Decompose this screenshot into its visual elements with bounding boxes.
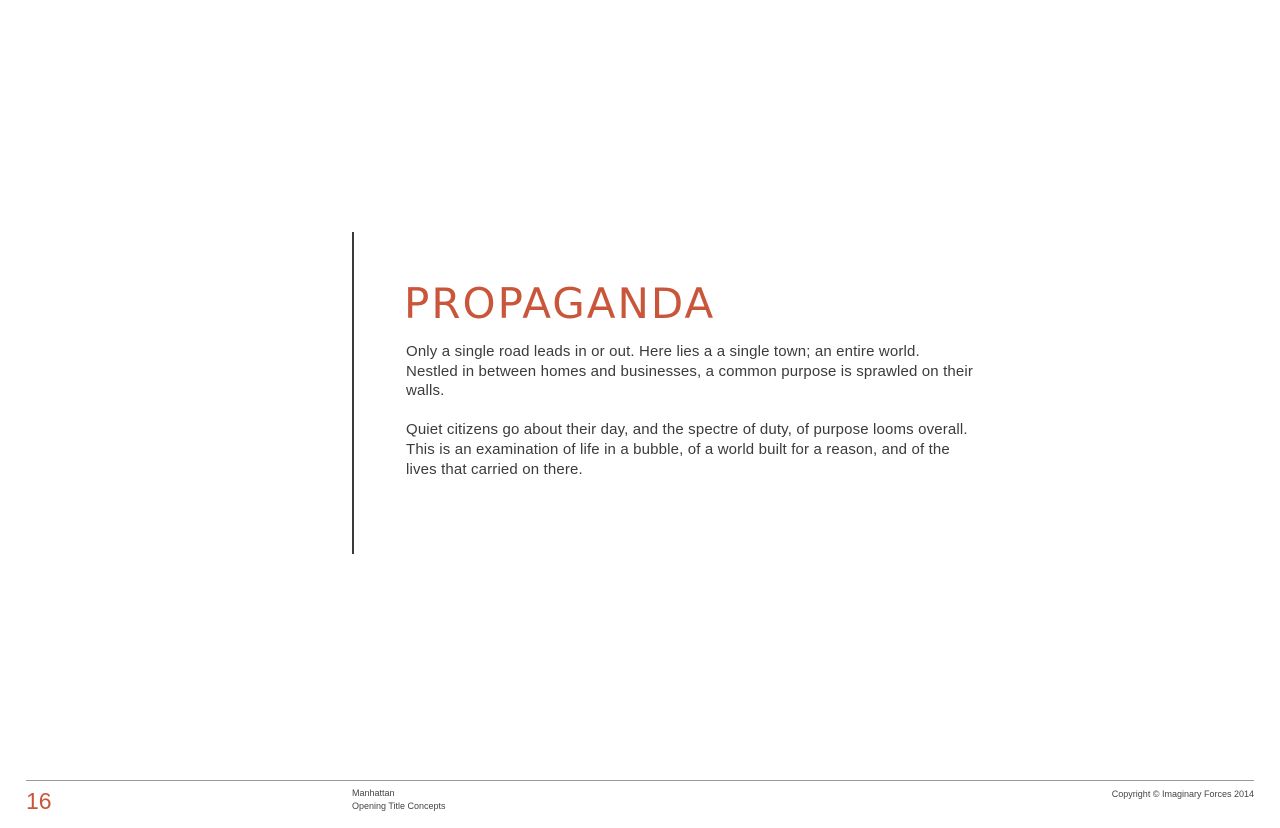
paragraph-line: This is an examination of life in a bubble, of a world built for a reason, and of the [406, 440, 950, 458]
project-subtitle: Opening Title Concepts [352, 801, 446, 811]
paragraph-line: walls. [406, 382, 445, 400]
footer-divider [26, 780, 1254, 781]
project-info [352, 787, 446, 813]
paragraph-line: Only a single road leads in or out. Here lies a a single town; an entire world. [406, 343, 920, 360]
paragraph-line: Nestled in between homes and businesses, a common purpose is sprawled on their [406, 362, 974, 380]
paragraph-line: lives that carried on there. [406, 460, 583, 478]
body-text [406, 342, 1046, 499]
section-title: PROPAGANDA [404, 279, 716, 328]
paragraph-line: Quiet citizens go about their day, and the spectre of duty, of purpose looms overall. [406, 421, 968, 439]
project-name: Manhattan [352, 788, 395, 798]
copyright-notice: Copyright © Imaginary Forces 2014 [1111, 789, 1254, 799]
paragraph-1 [406, 342, 1046, 401]
vertical-divider [352, 232, 354, 554]
paragraph-2 [406, 420, 1046, 479]
page-number: 16 [26, 788, 52, 814]
